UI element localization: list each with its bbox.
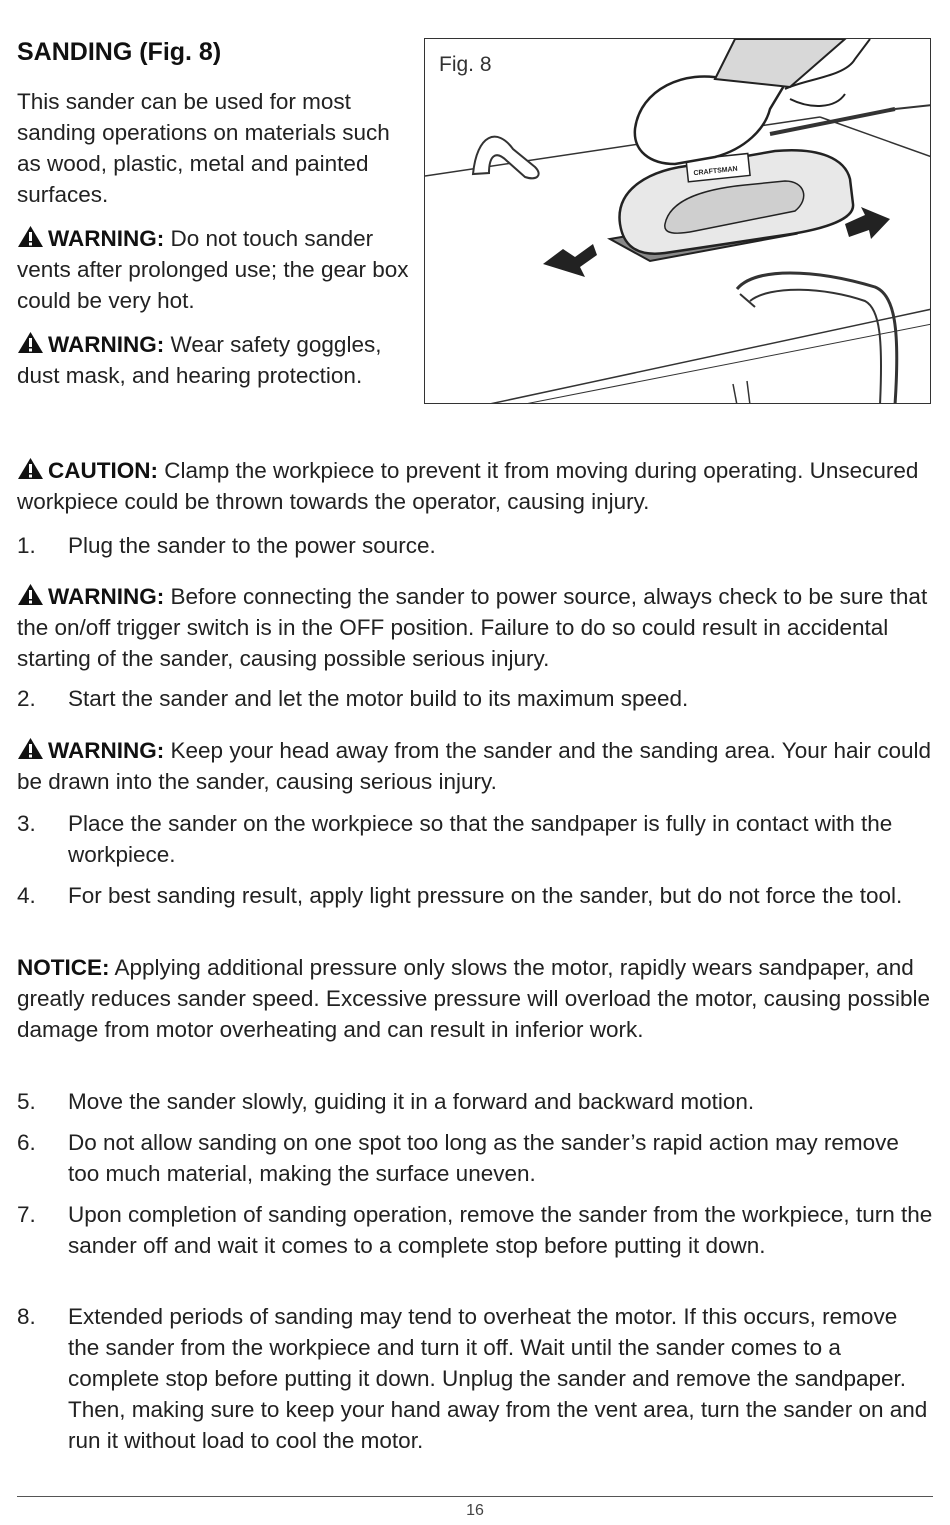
page-number: 16: [466, 1502, 484, 1519]
step-5: [17, 1086, 933, 1117]
notice-label: NOTICE:: [17, 955, 110, 980]
warning-vents: [17, 223, 412, 316]
step-2: [17, 683, 933, 714]
step-text: Upon completion of sanding operation, remove the sander from the workpiece, turn the sander off and wait it comes to a complete stop before putting it down.: [68, 1202, 933, 1258]
warning-text: Wear safety goggles, dust mask, and hearing protection.: [17, 332, 382, 388]
intro-paragraph: This sander can be used for most sanding operations on materials such as wood, plastic, metal and painted surfaces.: [17, 89, 390, 207]
warning-hair-block: [17, 735, 933, 797]
step-text: Extended periods of sanding may tend to overheat the motor. If this occurs, remove the sander from the workpiece and turn it off. Wait until the sander comes to a complete stop before putting it down. Unplug the sander and remove the sandpaper. Then, making sure to keep your hand away from the vent area, turn the sander on and run it without load to cool the motor.: [68, 1304, 928, 1453]
warning-safety-gear: [17, 329, 412, 391]
intro-column: [17, 86, 412, 404]
notice-block: [17, 952, 933, 1045]
figure-label: Fig. 8: [439, 53, 492, 76]
step-number: 4.: [17, 883, 36, 908]
step-4: [17, 880, 933, 911]
warning-label: WARNING:: [48, 738, 165, 763]
caution-block: [17, 455, 933, 517]
sander-illustration: [425, 39, 931, 404]
warning-text: Do not touch sander vents after prolonged use; the gear box could be very hot.: [17, 226, 409, 313]
section-heading: SANDING (Fig. 8): [17, 38, 222, 66]
step-6: [17, 1127, 933, 1189]
warning-triangle-icon: [17, 583, 44, 606]
warning-trigger-block: [17, 581, 933, 674]
warning-triangle-icon: [17, 457, 44, 480]
footer-divider: [17, 1496, 933, 1497]
warning-triangle-icon: [17, 737, 44, 760]
step-text: For best sanding result, apply light pressure on the sander, but do not force the tool.: [68, 883, 903, 908]
step-number: 3.: [17, 811, 36, 836]
step-number: 1.: [17, 533, 36, 558]
step-text: Move the sander slowly, guiding it in a forward and backward motion.: [68, 1089, 755, 1114]
warning-text: Before connecting the sander to power source, always check to be sure that the on/off trigger switch is in the OFF position. Failure to do so could result in accidental starting of the sander, causing possible serious injury.: [17, 584, 928, 671]
brand-label: CRAFTSMAN: [693, 165, 739, 178]
step-number: 5.: [17, 1089, 36, 1114]
step-number: 2.: [17, 686, 36, 711]
notice-text: Applying additional pressure only slows the motor, rapidly wears sandpaper, and greatly reduces sander speed. Excessive pressure will overload the motor, causing possible damage from motor overheating and can result in inferior work.: [17, 955, 930, 1042]
warning-triangle-icon: [17, 331, 44, 354]
step-text: Do not allow sanding on one spot too long as the sander’s rapid action may remove too much material, making the surface uneven.: [68, 1130, 899, 1186]
warning-label: WARNING:: [48, 332, 165, 357]
warning-triangle-icon: [17, 225, 44, 248]
caution-label: CAUTION:: [48, 458, 158, 483]
step-number: 6.: [17, 1130, 36, 1155]
step-number: 7.: [17, 1202, 36, 1227]
step-3: [17, 808, 933, 870]
step-text: Start the sander and let the motor build to its maximum speed.: [68, 686, 689, 711]
warning-text: Keep your head away from the sander and the sanding area. Your hair could be drawn into the sander, causing serious injury.: [17, 738, 932, 794]
step-8: [17, 1301, 933, 1456]
caution-text: Clamp the workpiece to prevent it from moving during operating. Unsecured workpiece could be thrown towards the operator, causing injury.: [17, 458, 919, 514]
warning-label: WARNING:: [48, 226, 165, 251]
figure-8: [424, 38, 931, 404]
step-number: 8.: [17, 1304, 36, 1329]
step-text: Place the sander on the workpiece so that the sandpaper is fully in contact with the workpiece.: [68, 811, 893, 867]
step-text: Plug the sander to the power source.: [68, 533, 436, 558]
step-7: [17, 1199, 933, 1261]
warning-label: WARNING:: [48, 584, 165, 609]
step-1: [17, 530, 933, 561]
